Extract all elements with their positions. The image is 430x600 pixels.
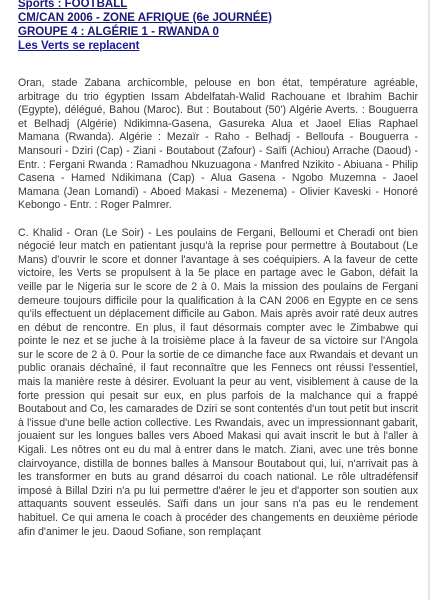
category-label: Sports : FOOTBALL bbox=[18, 0, 128, 10]
match-title: GROUPE 4 : ALGÉRIE 1 - RWANDA 0 bbox=[18, 26, 219, 38]
competition-title: CM/CAN 2006 - ZONE AFRIQUE (6e JOURNÉE) bbox=[18, 12, 272, 24]
article-body bbox=[18, 77, 418, 553]
headline-link[interactable]: Les Verts se replacent bbox=[18, 40, 140, 52]
article-paragraph-lineup: Oran, stade Zabana archicomble, pelouse en bon état, température agréable, arbitrage du trio égyptien Issam Abdelfatah-Walid Rachouane et Ibrahim Bachir (Egypte), délégué, Bahou (Maroc). But : Boutabout (50') Algérie Averts. : Bouguerra et Belhadj (Algérie) Ndikimna-Gasena, Gasureka Alua et Jaoel Elias Raphael Mamana (Rwanda). Algérie : Mezaïr - Raho - Belhadj - Belloufa - Bouguerra - Mansouri - Dziri (Cap) - Ziani - Boutabout (Zafour) - Saïfi (Achiou) Arrache (Daoud) - Entr. : Fergani Rwanda : Ramadhou Nkuzuagona - Manfred Nzikito - Abiuana - Philip Casena - Hamed Ndikimana (Cap) - Alua Gasena - Ngobo Muzemna - Jaoel Mamana (Jean Lomandi) - Aboed Makasi - Mezenema) - Olivier Kaveski - Honoré Kebongo - Entr. : Roger Palmrer. bbox=[18, 77, 418, 212]
article-paragraph-report: C. Khalid - Oran (Le Soir) - Les poulains de Fergani, Belloumi et Cheradi ont bien négocié leur match en patientant jusqu'à la reprise pour permettre à Boutabout (Le Mans) d'ouvrir le score et donner l'avantage à ses coéquipiers. A la faveur de cette victoire, les Verts se propulsent à la 5e place en partage avec le Gabon, défait la veille par le Nigeria sur le score de 2 à 0. Mais la mission des poulains de Fergani demeure toujours difficile pour la qualification à la CAN 2006 en Egypte en ce sens qu'ils effectuent un déplacement difficile au Gabon. Mais après avoir raté deux autres en début de rencontre. En plus, il faut désormais compter avec le Zimbabwe qui pointe le nez et se juche à la troisième place à la faveur de sa victoire sur l'Angola sur le score de 2 à 0. Pour la sortie de ce dimanche face aux Rwandais et devant un public oranais déchaîné, il faut reconnaître que les Fennecs ont réussi l'essentiel, mais la manière reste à désirer. Evoluant la peur au vent, visiblement à cause de la forte pression qui pesait sur eux, en plus parfois de la malchance qui a frappé Boutabout and Co, les camarades de Dziri se sont contentés d'un tout petit but inscrit à l'issue d'une belle action collective. Les Rwandais, avec un impressionnant gabarit, jouaient sur les longues balles vers Aboed Makasi qui avait inscrit le but à l'aller à Kigali. Les nôtres ont eu du mal à entrer dans le match. Ziani, avec une très bonne clairvoyance, distilla de bonnes balles à Mansour Boutabout qui, lui, n'arrivait pas à les transformer en buts au grand désarroi du coach national. Le rôle ultradéfensif imposé à Billal Dziri n'a pu lui permettre d'aérer le jeu et d'apporter son soutien aux attaquants souvent esseulés. Saïfi dans un jour sans n'a pas eu le rendement habituel. Ce qui amena le coach à procéder des changements en deuxième période afin d'animer le jeu. Daoud Sofiane, son remplaçant bbox=[18, 226, 418, 538]
article-header bbox=[18, 0, 418, 53]
